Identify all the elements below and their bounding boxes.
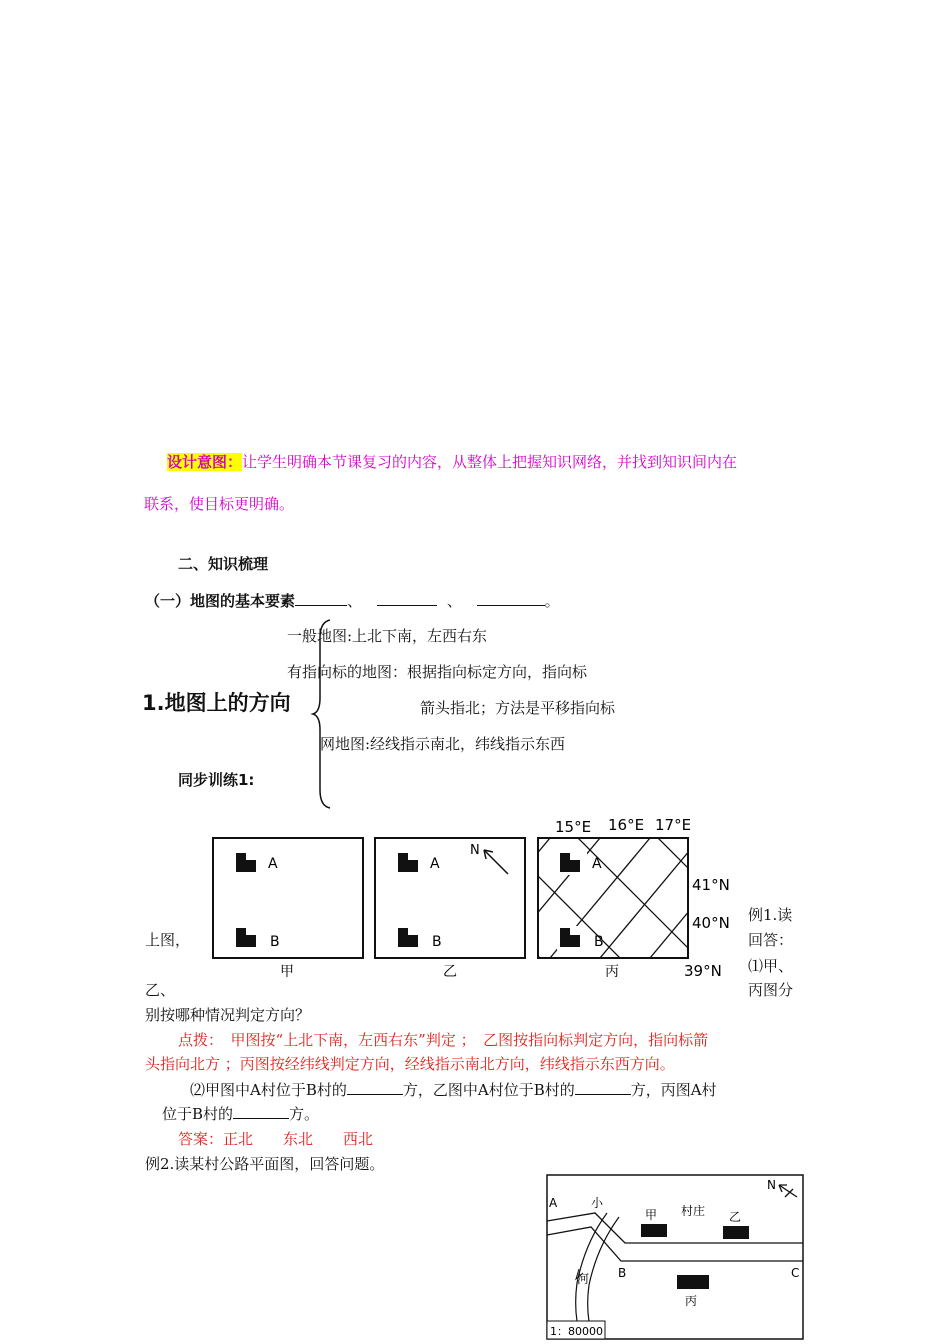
example1-question: 别按哪种情况判定方向？ bbox=[145, 1006, 311, 1024]
village-road-map bbox=[545, 1173, 805, 1343]
design-intent-line1: 设计意图：让学生明确本节课复习的内容，从整体上把握知识网络，并找到知识间内在 bbox=[167, 453, 738, 471]
direction-item-indicator: 有指向标的地图：根据指向标定方向，指向标 bbox=[287, 663, 588, 681]
building-yi bbox=[723, 1226, 749, 1239]
design-intent-label: 设计意图： bbox=[167, 453, 243, 471]
map-jia-label-b: B bbox=[270, 934, 280, 950]
point-c: C bbox=[791, 1266, 800, 1280]
example1-side-3: ⑴甲、 bbox=[748, 957, 794, 975]
example1-answer: 答案：正北 东北 西北 bbox=[178, 1130, 374, 1148]
example1-hint-line2: 头指向北方 ；丙图按经纬线判定方向，经线指示南北方向，纬线指示东西方向。 bbox=[145, 1055, 675, 1073]
example2-question: 例2.读某村公路平面图，回答问题。 bbox=[145, 1155, 385, 1173]
lon-15e: 15°E bbox=[555, 818, 592, 836]
direction-item-general: 一般地图:上北下南，左西右东 bbox=[287, 627, 488, 645]
point-b: B bbox=[618, 1266, 627, 1280]
direction-maps bbox=[200, 810, 730, 985]
example1-left-2: 乙、 bbox=[145, 981, 176, 999]
example1-q2-line2: 位于B村的 方。 bbox=[162, 1105, 320, 1123]
example1-hint-line1: 点拨： 甲图按“上北下南，左西右东”判定 ； 乙图按指向标判定方向，指向标箭 bbox=[178, 1031, 709, 1049]
example1-side-2: 回答： bbox=[748, 931, 794, 949]
map-bing-label-b: B bbox=[594, 934, 604, 950]
bing-label: 丙 bbox=[685, 1294, 698, 1308]
north-label: N bbox=[470, 843, 480, 858]
example1-q2-line1: ⑵甲图中A村位于B村的 方，乙图中A村位于B村的 方，丙图A村 bbox=[190, 1081, 717, 1099]
village-label: 村庄 bbox=[681, 1204, 706, 1218]
lon-16e: 16°E bbox=[608, 816, 645, 834]
scale-label: 1：80000 bbox=[550, 1325, 603, 1338]
jia-label: 甲 bbox=[645, 1208, 658, 1222]
river-label-small: 小 bbox=[591, 1196, 604, 1210]
map-bing-caption: 丙 bbox=[605, 964, 619, 980]
building-bing bbox=[677, 1275, 709, 1289]
point-a: A bbox=[549, 1196, 558, 1210]
lat-40n: 40°N bbox=[692, 914, 730, 932]
lon-17e: 17°E bbox=[655, 816, 692, 834]
direction-heading: 1.地图上的方向 bbox=[142, 691, 291, 715]
map-bing-label-a: A bbox=[592, 856, 602, 872]
example1-side-4: 丙图分 bbox=[748, 981, 794, 999]
yi-label: 乙 bbox=[729, 1210, 742, 1224]
road-map-frame bbox=[547, 1175, 803, 1339]
direction-item-indicator-cont: 箭头指北；方法是平移指向标 bbox=[420, 699, 616, 717]
lat-39n: 39°N bbox=[684, 962, 722, 980]
road-map-north-label: N bbox=[767, 1178, 776, 1192]
map-jia-label-a: A bbox=[268, 856, 278, 872]
map-yi-label-a: A bbox=[430, 856, 440, 872]
river-label-he: 河 bbox=[577, 1272, 590, 1286]
example1-side-1: 例1.读 bbox=[748, 906, 793, 924]
practice-title: 同步训练1: bbox=[178, 771, 255, 789]
lat-41n: 41°N bbox=[692, 876, 730, 894]
map-jia-frame bbox=[213, 838, 363, 958]
map-yi-caption: 乙 bbox=[443, 964, 457, 980]
brace-bracket bbox=[310, 618, 332, 810]
example1-left-1: 上图， bbox=[145, 931, 191, 949]
direction-item-grid: 网地图:经线指示南北，纬线指示东西 bbox=[320, 735, 566, 753]
design-intent-line2: 联系，使目标更明确。 bbox=[144, 495, 295, 513]
map-jia-caption: 甲 bbox=[280, 964, 294, 980]
section-title: 二、知识梳理 bbox=[178, 555, 269, 573]
map-yi-frame bbox=[375, 838, 525, 958]
basic-elements-line: （一）地图的基本要素 、 、 。 bbox=[145, 592, 560, 610]
map-yi-label-b: B bbox=[432, 934, 442, 950]
building-jia bbox=[641, 1224, 667, 1237]
